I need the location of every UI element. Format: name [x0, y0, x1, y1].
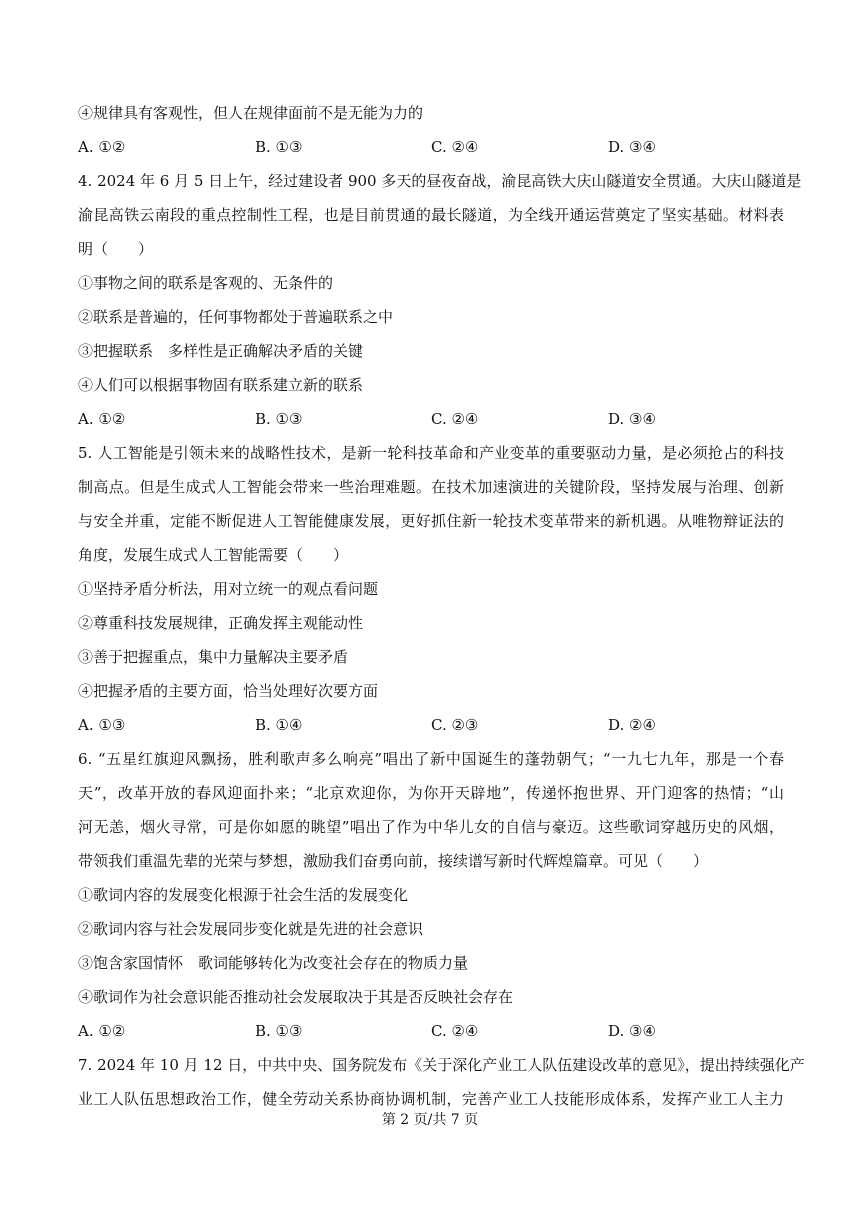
q4-choice-c: C. ②④ — [431, 410, 479, 428]
q5-option-3: ③善于把握重点，集中力量解决主要矛盾 — [78, 648, 349, 666]
q4-stem-line-1: 4. 2024 年 6 月 5 日上午，经过建设者 900 多天的昼夜奋战，渝昆高铁大庆山隧道安全贯通。大庆山隧道是 — [78, 172, 802, 190]
q5-choice-a: A. ①③ — [78, 716, 126, 734]
q4-choice-b: B. ①③ — [255, 410, 303, 428]
q5-stem-line-1: 5. 人工智能是引领未来的战略性技术，是新一轮科技革命和产业变革的重要驱动力量，是必须抢占的科技 — [78, 444, 784, 462]
q7-stem-line-2: 业工人队伍思想政治工作，健全劳动关系协商协调机制，完善产业工人技能形成体系，发挥产业工人主力 — [78, 1090, 784, 1108]
q4-choice-a: A. ①② — [78, 410, 126, 428]
q5-stem-line-4: 角度，发展生成式人工智能需要（ ） — [78, 546, 349, 564]
q6-stem-line-2: 天”，改革开放的春风迎面扑来；“北京欢迎你，为你开天辟地”，传递怀抱世界、开门迎客的热情；“山 — [78, 784, 784, 802]
q5-stem-line-2: 制高点。但是生成式人工智能会带来一些治理难题。在技术加速演进的关键阶段，坚持发展与治理、创新 — [78, 478, 784, 496]
q3-choice-d: D. ③④ — [608, 138, 656, 156]
q7-stem-line-1: 7. 2024 年 10 月 12 日，中共中央、国务院发布《关于深化产业工人队伍建设改革的意见》，提出持续强化产 — [78, 1056, 805, 1074]
q5-stem-line-3: 与安全并重，定能不断促进人工智能健康发展，更好抓住新一轮技术变革带来的新机遇。从唯物辩证法的 — [78, 512, 784, 530]
q6-choice-a: A. ①② — [78, 1022, 126, 1040]
q3-choice-b: B. ①③ — [255, 138, 303, 156]
q5-choice-b: B. ①④ — [255, 716, 303, 734]
q6-option-3: ③饱含家国情怀 歌词能够转化为改变社会存在的物质力量 — [78, 954, 469, 972]
q4-stem-line-3: 明（ ） — [78, 240, 154, 258]
q6-option-2: ②歌词内容与社会发展同步变化就是先进的社会意识 — [78, 920, 424, 938]
q6-choice-d: D. ③④ — [608, 1022, 656, 1040]
q4-option-4: ④人们可以根据事物固有联系建立新的联系 — [78, 376, 364, 394]
q6-answer-choices — [78, 1021, 784, 1041]
q6-choice-c: C. ②④ — [431, 1022, 479, 1040]
q5-option-1: ①坚持矛盾分析法，用对立统一的观点看问题 — [78, 580, 379, 598]
q6-option-1: ①歌词内容的发展变化根源于社会生活的发展变化 — [78, 886, 409, 904]
q4-choice-d: D. ③④ — [608, 410, 656, 428]
q6-stem-line-3: 河无恙，烟火寻常，可是你如愿的眺望”唱出了作为中华儿女的自信与豪迈。这些歌词穿越历史的风烟， — [78, 818, 784, 836]
q3-choice-c: C. ②④ — [431, 138, 479, 156]
q4-stem-line-2: 渝昆高铁云南段的重点控制性工程，也是目前贯通的最长隧道，为全线开通运营奠定了坚实基础。材料表 — [78, 206, 784, 224]
page-number-footer: 第 2 页/共 7 页 — [381, 1112, 479, 1128]
q6-stem-line-4: 带领我们重温先辈的光荣与梦想，激励我们奋勇向前，接续谱写新时代辉煌篇章。可见（ ） — [78, 852, 709, 870]
q3-choice-a: A. ①② — [78, 138, 126, 156]
q4-option-2: ②联系是普遍的，任何事物都处于普遍联系之中 — [78, 308, 394, 326]
q4-option-1: ①事物之间的联系是客观的、无条件的 — [78, 274, 334, 292]
q3-option-4: ④规律具有客观性，但人在规律面前不是无能为力的 — [78, 104, 424, 122]
q3-answer-choices — [78, 137, 784, 157]
q6-stem-line-1: 6. “五星红旗迎风飘扬，胜利歌声多么响亮”唱出了新中国诞生的蓬勃朝气；“一九七九年，那是一个春 — [78, 750, 784, 768]
q6-choice-b: B. ①③ — [255, 1022, 303, 1040]
q5-choice-c: C. ②③ — [431, 716, 479, 734]
q4-option-3: ③把握联系 多样性是正确解决矛盾的关键 — [78, 342, 364, 360]
q5-answer-choices — [78, 715, 784, 735]
q5-option-4: ④把握矛盾的主要方面，恰当处理好次要方面 — [78, 682, 379, 700]
q4-answer-choices — [78, 409, 784, 429]
q6-option-4: ④歌词作为社会意识能否推动社会发展取决于其是否反映社会存在 — [78, 988, 514, 1006]
q5-choice-d: D. ②④ — [608, 716, 656, 734]
q5-option-2: ②尊重科技发展规律，正确发挥主观能动性 — [78, 614, 364, 632]
